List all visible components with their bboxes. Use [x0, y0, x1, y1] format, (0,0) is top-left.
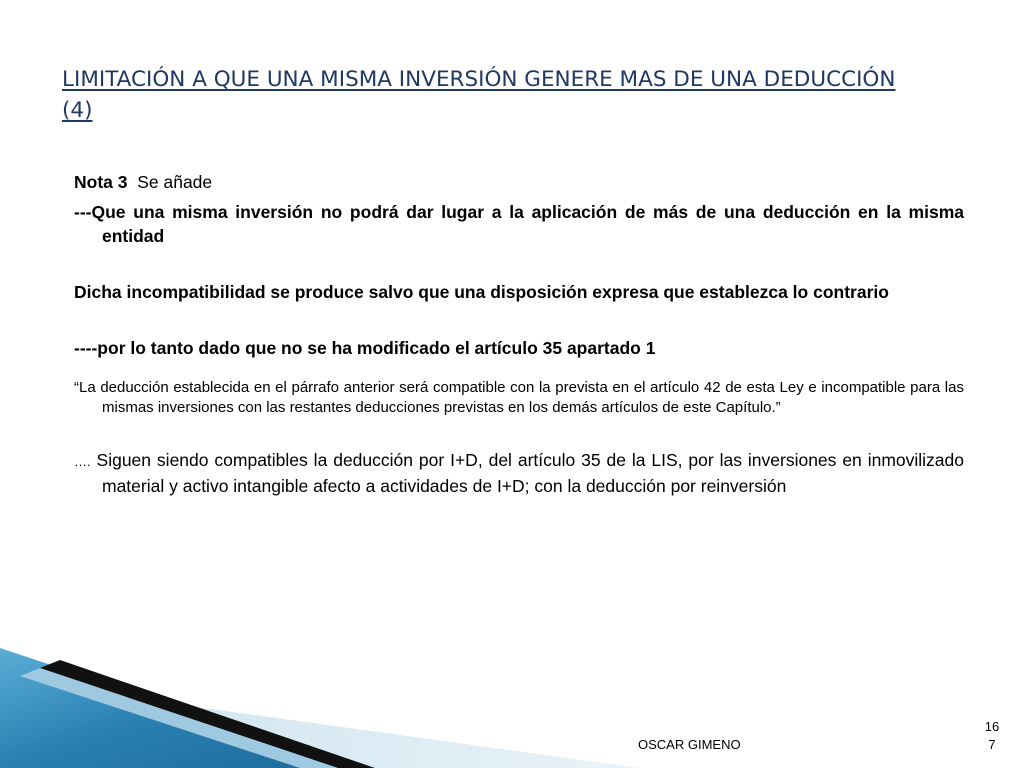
- paragraph-incompatibility: ---Que una misma inversión no podrá dar lugar a la aplicación de más de una deducción en la misma entidad: [74, 202, 964, 246]
- slide-title: LIMITACIÓN A QUE UNA MISMA INVERSIÓN GENERE MAS DE UNA DEDUCCIÓN (4): [62, 67, 896, 123]
- page-number-line-1: 16: [984, 719, 1000, 734]
- paragraph-compatibility: [74, 448, 964, 498]
- paragraph-article-35: ----por lo tanto dado que no se ha modificado el artículo 35 apartado 1: [74, 338, 656, 358]
- slide-body: [74, 170, 964, 498]
- page-number: [980, 718, 1004, 754]
- nota-line: [74, 170, 964, 194]
- nota-text: Se añade: [137, 172, 213, 192]
- quote-paragraph: “La deducción establecida en el párrafo anterior será compatible con la prevista en el artículo 42 de esta Ley e incompatible para las mismas inversiones con las restantes deducciones previstas en los demás artículos de este Capítulo.”: [74, 379, 964, 416]
- footer-author: OSCAR GIMENO: [638, 737, 741, 752]
- compatibility-text: Siguen siendo compatibles la deducción por I+D, del artículo 35 de la LIS, por las inversiones en inmovilizado material y activo intangible afecto a actividades de I+D; con la deducción por reinversión: [96, 450, 964, 496]
- paragraph-exception: Dicha incompatibilidad se produce salvo que una disposición expresa que establezca lo contrario: [74, 282, 889, 302]
- ellipsis-prefix: ….: [74, 454, 91, 469]
- page-number-line-2: 7: [988, 737, 996, 752]
- nota-label: Nota 3: [74, 172, 128, 192]
